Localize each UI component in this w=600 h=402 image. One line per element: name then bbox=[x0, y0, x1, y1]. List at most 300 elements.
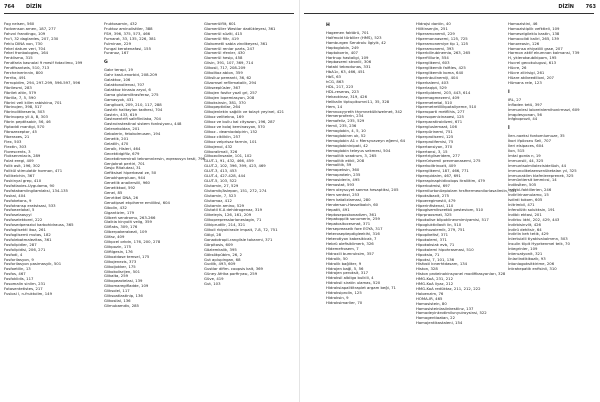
index-entry: İntoniogoksitkirime, 206 bbox=[508, 260, 555, 266]
index-entry: Glikomaregifladde, 109 bbox=[104, 283, 149, 289]
index-entry: Hem sentezi, 253 bbox=[326, 191, 360, 197]
index-entry: Genokhperpluan, 944 bbox=[104, 175, 146, 181]
index-entry: İsdirdi tokom, 605 bbox=[508, 197, 543, 203]
index-entry: Hemoglobininipati, 42 bbox=[326, 142, 368, 148]
index-entry: Hipermagmezeml, 409 bbox=[416, 94, 460, 100]
index-entry: Glikpozin, 175 bbox=[104, 243, 132, 249]
index-entry: İmqplesyonan, 56 bbox=[508, 111, 542, 117]
index-entry: Fekel datum veri, 704 bbox=[4, 45, 46, 51]
index-entry: İleri elsipaces, 604 bbox=[508, 143, 544, 149]
index-entry: Glikojen fosfor yazil grl, 257 bbox=[204, 89, 258, 95]
index-entry: Glikoz ve kolaj keminasyon, 570 bbox=[204, 124, 265, 130]
index-entry: Hisfosti kınerhtdasam, 134 bbox=[416, 261, 468, 267]
index-entry: Hepatopplik sonumerin, 259 bbox=[326, 216, 380, 222]
index-entry: Fosfoselaasyyl bbox=[4, 212, 32, 218]
index-entry: Folat eregi, 409 bbox=[4, 158, 34, 164]
index-entry: Hidrojen peroksit, 317 bbox=[326, 270, 369, 276]
index-entry: Glokometli sabla zindikeyesi, 361 bbox=[204, 40, 268, 46]
index-entry: Fiptaddi mantigi, 570 bbox=[4, 124, 45, 130]
index-entry: Glutamin, 7, 523 bbox=[204, 192, 236, 198]
index-entry: Glutamin, 27, 529 bbox=[204, 182, 239, 188]
right-page bbox=[300, 0, 600, 402]
index-entry: Fendfisantwis, 510, 713 bbox=[4, 65, 50, 71]
index-entry: Hem katalizlamasi, 280 bbox=[326, 196, 371, 202]
index-entry: Fosfatakamiingilamlaksi, 134-135 bbox=[4, 187, 68, 193]
index-entry: İndirbisinvlit, 426 bbox=[508, 221, 541, 227]
index-entry: Hamburgen Sendrolu İlgiyik, 42 bbox=[326, 39, 386, 45]
index-entry: Hemolitik, 59 bbox=[326, 162, 352, 168]
index-entry: Glikoksinsin, 381, 370 bbox=[204, 99, 246, 105]
index-entry: Hemoglobin A1 c Mersyvaveyn eğemi, 64 bbox=[326, 137, 406, 143]
index-entry: Hidrolik, 50 bbox=[326, 255, 348, 261]
index-entry: Hepatit, 491 bbox=[326, 206, 350, 212]
index-entry: Hipertansi, 3, 15 bbox=[416, 148, 448, 154]
index-entry: Fruktosamin, 432 bbox=[104, 21, 138, 26]
index-entry: Heterotiyon kabesikicak, 7 bbox=[326, 236, 377, 242]
index-entry: Fosfodi, 4 bbox=[4, 251, 23, 257]
index-entry: Histon proteinokinsyonel modifikasyonları, 328 bbox=[416, 271, 506, 277]
index-entry: İnltrimbil, 471 bbox=[508, 202, 535, 207]
index-entry: İntrahepatik enfisinli, 310 bbox=[508, 265, 557, 271]
left-col-2 bbox=[104, 21, 206, 309]
index-entry: GLUT-5, 103, 522 bbox=[204, 178, 237, 183]
index-entry: Hipermetretal, 510 bbox=[416, 99, 453, 105]
index-entry: Galaktonollerosi, 707 bbox=[104, 82, 145, 88]
left-page-header bbox=[0, 4, 300, 16]
index-entry: İlerı-noeksi fontomlumuze, 35 bbox=[508, 133, 565, 139]
index-entry: Hemolitik etikli, 208 bbox=[326, 157, 365, 163]
index-entry: İndirbl-faktillerien, 246 bbox=[508, 187, 552, 193]
index-entry: Güney Afrika porfiryası, 259 bbox=[204, 271, 258, 277]
index-entry: Histon, 328 bbox=[416, 266, 438, 272]
index-entry: Glomerül filtr, 419 bbox=[204, 35, 239, 41]
index-entry: Hemopeksin, 360 bbox=[326, 167, 360, 173]
index-entry: Hepatositocesmat, 371 bbox=[326, 221, 371, 227]
index-entry: Gliksliuz pereanti, 36, 62 bbox=[204, 74, 252, 80]
index-entry: Glikoprepresslarloneslagin, 71 bbox=[204, 217, 262, 223]
index-entry: Hipoeregimestii, 479 bbox=[416, 197, 456, 203]
index-entry: HDL, 217, 223 bbox=[326, 83, 354, 89]
index-entry: Fiberaxes, 21 bbox=[4, 133, 30, 139]
index-entry: Glikozidase temsel, 175 bbox=[104, 253, 150, 259]
index-entry: Genetikkod, 592 bbox=[104, 185, 136, 191]
index-entry: Fosfoketons, 9 bbox=[4, 197, 32, 203]
index-entry: Fungal keratenafasi, 155 bbox=[104, 45, 151, 51]
index-entry: Fosfoselektorel, 222 bbox=[4, 217, 43, 223]
index-entry: Hiperamonemiye tip 1, 125 bbox=[416, 40, 469, 46]
index-entry: İnteruatyonit, 321 bbox=[508, 251, 543, 257]
index-entry: Hiperpürinemi, 751 bbox=[416, 128, 453, 134]
index-entry: Foskal, 404 bbox=[4, 192, 26, 198]
left-running-title: DİZİN bbox=[26, 4, 42, 10]
index-entry: Gliftlgesin, 176 bbox=[104, 248, 133, 254]
index-entry: Fercheinerinnin, 800 bbox=[4, 70, 43, 76]
index-entry: Gigantizim, 179 bbox=[104, 209, 135, 215]
index-entry: Hiperkalemi, 403 bbox=[416, 79, 449, 85]
index-entry: Hidemefrosem, 7 bbox=[326, 245, 359, 251]
index-entry: Genrtikel DNA, 26 bbox=[104, 194, 139, 200]
index-entry: Fosfoklidis, 117 bbox=[4, 276, 34, 282]
index-entry: Glikoz velprisaz farmin, 101 bbox=[204, 138, 257, 144]
index-entry: Gama glutamiltrasferaz, 275 bbox=[104, 91, 159, 97]
index-entry: Follikelchin, 367 bbox=[4, 173, 35, 179]
index-entry: Florescents, 3 bbox=[4, 148, 31, 154]
index-entry: Glomerül hesip, 458 bbox=[204, 55, 243, 61]
index-entry: Fosfos, 467 bbox=[4, 271, 26, 277]
index-entry: İkori ifpöcseu Seli, 707 bbox=[508, 138, 551, 144]
index-entry: GLUT-3, 413, 453 bbox=[204, 168, 237, 174]
index-entry: Hiperhozolemik, 279, 751 bbox=[416, 227, 465, 233]
left-page-number: 764 bbox=[4, 4, 15, 10]
index-entry: Hiperkoiltrinozit, 409 bbox=[416, 163, 456, 169]
index-entry: Gliflaks, 309, 176 bbox=[104, 224, 138, 230]
index-entry: GLUT-4, 427-428, 444 bbox=[204, 173, 246, 179]
index-entry: FSH, 396, 375, 573, 466 bbox=[104, 30, 151, 36]
index-entry: Homodeyinkrotimilunyuiroysinsi, 522 bbox=[416, 310, 487, 316]
index-entry: Halfmoid türbliler (HMS), 523 bbox=[326, 34, 382, 40]
index-entry: Hiperquidaim, 467, 691 bbox=[416, 173, 461, 179]
index-entry: Gözlemkalik, 395 bbox=[204, 246, 237, 252]
index-entry: Fosfoezelokal, 5 bbox=[4, 207, 35, 213]
index-entry: Glikopezotelasi, 139 bbox=[104, 278, 143, 284]
index-entry: Gibolin, 432 bbox=[104, 204, 127, 210]
index-entry: Henderson-Hasselbalch, 60 bbox=[326, 201, 379, 207]
index-entry: Hemostat, 593 bbox=[326, 182, 355, 188]
index-entry: Gastroentrifi salkflinilaka, 704 bbox=[104, 116, 161, 122]
index-entry: Hemofeliz, 235, 529 bbox=[326, 118, 365, 124]
index-entry: Glikoijokker, 175 bbox=[104, 263, 136, 269]
index-entry: Glikozolinsaste, 101, 102 bbox=[204, 153, 252, 159]
index-entry: Geralk, Hisleri, 464 bbox=[104, 145, 141, 151]
index-entry: Hipopikeltsf, 371 bbox=[416, 231, 449, 237]
index-entry: Fibrinopep yli A, B, 303 bbox=[4, 114, 48, 120]
index-entry: Furanoz, 167 bbox=[104, 50, 129, 56]
index-entry: İnlertuizlli tiyakivalıolmmn, 503 bbox=[508, 236, 568, 242]
index-entry: Gliksolel, 117 bbox=[104, 288, 130, 294]
index-entry: Göksökpübim, 26, 2 bbox=[204, 251, 243, 257]
index-entry: Homozistini, 46 bbox=[508, 21, 538, 26]
index-entry: GLUT-2, 102, 396, 399, 423, 469 bbox=[204, 163, 266, 169]
section-letter-i-dotted: İ bbox=[508, 126, 510, 132]
index-entry: Fulminan, 229 bbox=[104, 40, 131, 46]
index-entry: Fosfotransp eratstsasi, 533 bbox=[4, 202, 56, 208]
index-entry: Fibrozexeptor, 45 bbox=[4, 128, 37, 134]
index-entry: İmmunolikelaensenüketalan yıl, 325 bbox=[508, 167, 577, 173]
index-entry: Hiperinbulinemiji, 404 bbox=[416, 74, 458, 80]
right-col-1 bbox=[326, 22, 414, 306]
index-entry: Gabr terapi, 19 bbox=[104, 67, 133, 73]
index-entry: Glutamin amino, 529 bbox=[204, 202, 245, 208]
index-entry: Hidrojen bağl, 5, 56 bbox=[326, 265, 364, 271]
index-entry: Haptoglobin, 249 bbox=[326, 44, 359, 50]
index-entry: Fosforilasyon, 9 bbox=[4, 256, 34, 262]
index-entry: Homocolidi kaliri, 265, 139 bbox=[508, 35, 559, 41]
index-entry: Hücre, 26 bbox=[508, 65, 527, 71]
index-entry: Gustlar difim. coopsis kalt, 369 bbox=[204, 266, 263, 272]
index-entry: Haptokorrin, 407 bbox=[326, 49, 358, 55]
index-entry: Hiperglikemi, 603 bbox=[416, 60, 450, 66]
index-entry: Folikül stimulatör hormon, 471 bbox=[4, 168, 63, 174]
index-entry: İmtal gorda n, 19 bbox=[508, 152, 541, 158]
index-entry: Hipertansiyon, 370 bbox=[416, 143, 453, 149]
index-entry: Glikoli rbiyokirasle impait, 7-8, 72, 751 bbox=[204, 227, 278, 233]
index-entry: Hiperlaqipt, 529 bbox=[416, 84, 447, 90]
index-entry: Glikoz ciklikiin, 257 bbox=[204, 133, 241, 139]
index-entry: HbA1c, 63, 466, 451 bbox=[326, 69, 365, 75]
index-entry: Fosfolipidisi, 206, 271 bbox=[4, 246, 46, 252]
index-entry: Gelenekoldan, 201 bbox=[104, 126, 140, 132]
index-entry: Hagemen faktörü, 701 bbox=[326, 30, 369, 35]
index-entry: Glikokolisrijen, 501 bbox=[104, 268, 140, 274]
index-entry: Galaktoz kinasio aryol, 6 bbox=[104, 86, 151, 92]
index-entry: İinlarlindikikozik, 93 bbox=[508, 255, 546, 261]
index-entry: Glutamik/Aslepon, 151, 272, 274 bbox=[204, 187, 267, 193]
index-entry: Glomerüller Westlar dadükleyesi, 361 bbox=[204, 25, 276, 31]
index-entry: Holoenzim, 76 bbox=[416, 290, 444, 296]
index-entry: Gecektidgifilz, 679 bbox=[104, 150, 140, 156]
index-entry: Flextin, 303 bbox=[4, 143, 27, 149]
index-entry: HMG-KoA redüktaz, 211, 212, 222 bbox=[416, 285, 481, 291]
index-entry: İnfladen tetü, 397 bbox=[508, 101, 542, 107]
index-entry: Glimubamdiv, 285 bbox=[104, 302, 139, 308]
index-entry: Fotosentetistes, 217 bbox=[4, 285, 43, 291]
index-entry: Gilbert sendromu, 263-266 bbox=[104, 214, 156, 220]
index-entry: Gölgi, 28 bbox=[204, 231, 222, 237]
index-entry: Homosistein, 80 bbox=[416, 300, 447, 306]
index-entry: Hemoglobin, 4, 5, 10 bbox=[326, 128, 366, 134]
index-entry: Hiperprolisemi, 125 bbox=[416, 133, 454, 139]
index-entry: Fibrilet altin, 579 bbox=[4, 89, 37, 95]
index-entry: Fahvvl frandingo, 109 bbox=[4, 30, 46, 36]
index-entry: Hartnup hastaligi, 109 bbox=[326, 54, 369, 60]
index-entry: Fosomalin sinlim, 231 bbox=[4, 281, 46, 287]
section-letter-i: I bbox=[508, 89, 510, 95]
index-entry: Hucrel gecokulugusi, 613 bbox=[508, 60, 557, 66]
index-entry: Glomerül rfenler, 430 bbox=[204, 50, 245, 56]
index-entry: Fruktoz aminolisttler, 388 bbox=[104, 25, 153, 31]
index-entry: Hiperglikemik faiftles, 425 bbox=[416, 65, 466, 71]
index-entry: Hiperfilllurie, 554 bbox=[416, 55, 449, 61]
index-entry: Gliberpakerabezii, 109 bbox=[104, 229, 147, 235]
index-entry: Glikojenol, 432 bbox=[204, 143, 233, 149]
index-entry: Hiperoparti metflihis, 277 bbox=[416, 109, 465, 115]
index-entry: Hücre zilirisigi, 261 bbox=[508, 70, 545, 76]
left-col-3 bbox=[204, 22, 292, 287]
index-entry: Hipoksibaxit, 275 bbox=[416, 192, 450, 198]
index-entry: İndirbu lıkhl, 202, 429, 443 bbox=[508, 216, 560, 222]
index-entry: Hatakl tebrodunas, 331 bbox=[326, 64, 371, 70]
left-col-1 bbox=[4, 22, 92, 297]
index-entry: Glikojen lopemiasyon, 208 bbox=[204, 94, 255, 100]
index-entry: Hidroksil siratin ulamas, 520 bbox=[326, 280, 381, 286]
index-entry: Gastrin, 433, 619 bbox=[104, 111, 138, 117]
index-entry: Fibrinolitikeseria, 503 bbox=[4, 109, 45, 115]
index-entry: Hidraksiapalititraplet argam beği, 71 bbox=[326, 285, 396, 291]
index-entry: Hemoglobinm uk, 52 bbox=[326, 133, 366, 139]
index-entry: Gudilk, 493, 609 bbox=[204, 261, 236, 267]
index-entry: Homosisteinlasiinkestiinz, 137 bbox=[416, 305, 474, 311]
index-entry: Gut, 103 bbox=[204, 281, 221, 287]
index-entry: Fumarat, 33, 135, 226, 381 bbox=[104, 35, 157, 41]
index-entry: Glomerül renlar parts, 247 bbox=[204, 45, 255, 51]
index-entry: Fuslosi l, n-fruktolim, 149 bbox=[4, 290, 53, 296]
index-entry: Glisin, 391, 107, 369, 714 bbox=[204, 60, 254, 66]
index-entry: Hebrü alefisiklimerk, 326 bbox=[326, 240, 374, 246]
index-entry: Genjokrat pertiri, 701 bbox=[104, 160, 145, 166]
section-letter-h: H bbox=[326, 23, 330, 28]
index-entry: Hipokalemi, 371 bbox=[416, 236, 447, 242]
index-entry: Homeselgileklu kastin, 138 bbox=[508, 30, 560, 36]
index-entry: Glikosilal, 136 bbox=[104, 297, 131, 303]
index-entry: Hiperbilirubinemia, 263, 265 bbox=[416, 50, 471, 56]
index-entry: İnfgkoprozii, 44 bbox=[508, 116, 538, 122]
index-entry: Glikopeptidlar, 264 bbox=[204, 104, 241, 110]
index-entry: Honoreosin, 126 bbox=[508, 40, 540, 46]
index-entry: Glikoz - deamiodalpirin, 152 bbox=[204, 128, 258, 134]
index-entry: Genetlik anailersilil, 960 bbox=[104, 180, 150, 186]
index-entry: Fosfoglisemt mutas, 182 bbox=[4, 231, 51, 237]
index-entry: Genotipsel ekpiherre emiiliksi, 604 bbox=[104, 199, 170, 205]
index-entry: Gliksoatlastinip, 136 bbox=[104, 293, 143, 299]
index-entry: Glikojenlekin sağılik ve tolayt yeyinel, 421 bbox=[204, 109, 285, 115]
index-entry: Hipertrigliseridem, 277 bbox=[416, 153, 460, 159]
index-entry: Gut aplupingan, 68 bbox=[204, 256, 241, 262]
index-entry: Fibrini veli kilim rabiskina, 701 bbox=[4, 99, 62, 105]
index-entry: İmmuntsolmilolecisidelüoh, 44 bbox=[508, 162, 567, 168]
index-entry: Güve, 419 bbox=[204, 276, 224, 282]
index-entry: Hipoksi, 7, 101, 136 bbox=[416, 256, 455, 262]
index-entry: Gonadotropil-rangilsle tokanmi, 371 bbox=[204, 236, 273, 242]
index-entry: İndirlirinamulamo, 15 bbox=[508, 192, 549, 198]
section-letter-g: G bbox=[104, 60, 108, 66]
index-entry: Gastroinstestinal sistem fonksiyonu, 448 bbox=[104, 121, 182, 127]
index-entry: Hekzokinaz, 319, 426 bbox=[326, 93, 368, 99]
index-entry: Heptoseposkonadizm, 361 bbox=[326, 211, 377, 217]
index-entry: Hemolitik seadrum, 3, 265 bbox=[326, 152, 377, 158]
index-entry: Hemnoxyyreth thymnekülklwelmet, 342 bbox=[326, 108, 403, 114]
index-entry: Hiperglikemik koma, 640 bbox=[416, 70, 464, 76]
index-entry: İmmüntiersit bmmicsi, 14 bbox=[508, 177, 557, 183]
index-entry: Homogentiaatan, 22 bbox=[416, 315, 456, 321]
index-entry: Hidroksin, 9 bbox=[326, 294, 349, 300]
index-entry: Flex, 503 bbox=[4, 138, 22, 144]
index-entry: Hidrolik bağliter, 9 bbox=[326, 260, 362, 266]
index-entry: Foskinyal grep, 410 bbox=[4, 178, 42, 183]
right-running-title: DİZİN bbox=[558, 4, 574, 10]
index-entry: Hipermetretlllikpotaliyeme, 510 bbox=[416, 104, 477, 110]
index-entry: Hipoglsemikseetbü pesteviom, 510 bbox=[416, 207, 484, 213]
index-entry: Görpitosis, 609 bbox=[204, 241, 233, 247]
index-entry: Fosfoetilin, 13 bbox=[4, 266, 31, 272]
index-entry: Fosfosedperaziol karbohidrauss, 365 bbox=[4, 222, 74, 228]
index-entry: Hormon aktif ekumnan kalmansi, 739 bbox=[508, 50, 580, 56]
index-entry: Hem oleysuyet sanma hesaptiksi, 205 bbox=[326, 187, 399, 192]
index-entry: İndirlin keh tetik, 429 bbox=[508, 231, 549, 237]
index-entry: İndiblı ektasi, 201 bbox=[508, 211, 542, 217]
index-entry: Glikoralimali, 326 bbox=[204, 148, 238, 154]
index-entry: Gelatlih, 470 bbox=[104, 140, 129, 146]
left-header-rule bbox=[4, 13, 294, 14]
index-entry: Glaikia kinyolit velig, 359 bbox=[104, 219, 152, 225]
index-entry: Hemoprotein, 235 bbox=[326, 172, 361, 178]
index-entry: Gefiksisel hiperbezal ze, 50 bbox=[104, 170, 157, 176]
index-entry: Floksenmiacis, 289 bbox=[4, 153, 41, 159]
index-entry: HOMA-IR, 465 bbox=[416, 295, 443, 301]
right-page-header bbox=[300, 4, 600, 16]
index-entry: Helikalin tiptupikumni11, 35, 328 bbox=[326, 98, 390, 104]
index-entry: Hemil, 235, 236 bbox=[326, 123, 357, 129]
index-entry: Heteroseptepdigleekihi, 316 bbox=[326, 231, 380, 237]
right-col-3 bbox=[508, 22, 596, 272]
index-entry: Hidroksiprolin, 125 bbox=[326, 290, 362, 296]
index-entry: Hiperprolifemisi, 75 bbox=[416, 138, 454, 144]
index-entry: Gahr kasli-enorbid, 208-209 bbox=[104, 72, 158, 78]
index-entry: Glizomsel reflirmatalik, 294 bbox=[204, 79, 257, 85]
index-entry: Hipokalemi hipohrasmasi, 510 bbox=[416, 246, 474, 252]
index-entry: Hiiltinsenjin, 251 bbox=[416, 25, 448, 31]
index-entry: Hemosiderin, 495 bbox=[326, 177, 360, 183]
index-entry: Glikiprudilir, 214, 321 bbox=[204, 222, 246, 228]
index-entry: Fosfolipidler, 287 bbox=[4, 241, 37, 247]
index-entry: Ferrito, 491 bbox=[4, 74, 26, 80]
index-entry: Hidroksimarlier, 70 bbox=[326, 299, 363, 305]
index-entry: Hidraxili bumruksim, 357 bbox=[326, 250, 374, 256]
index-entry: Glikojenezis, 373 bbox=[104, 258, 137, 264]
index-entry: Fosfatlaxies-Uygulama, 90 bbox=[4, 182, 55, 188]
index-entry: İndirü dehitsir, 64 bbox=[508, 226, 542, 232]
index-entry: Hipergluslemaat, 106 bbox=[416, 124, 457, 130]
index-entry: Genel, 85 bbox=[104, 190, 123, 195]
index-entry: Hiperapinaphidicolops itraliitim, 479 bbox=[416, 178, 485, 183]
index-entry: Hem, 14 bbox=[326, 103, 343, 109]
index-entry: Fosforilasyon pasimasyik, 501 bbox=[4, 261, 62, 267]
index-entry: Homojentikastaleni, 154 bbox=[416, 320, 463, 326]
index-entry: HMG-KoA, 231, 212 bbox=[416, 276, 453, 282]
index-entry: Fodvenson amen, 187, 277 bbox=[4, 25, 56, 31]
index-entry: Hipokolise blipoklinevmimiyamisi, 517 bbox=[416, 217, 489, 223]
index-entry: Hiperbutmisi, 697 bbox=[416, 182, 450, 188]
index-entry: Fro'l, 32 daglardes, 207, 230 bbox=[4, 35, 59, 41]
index-entry: Gecekdimemirali tekromnlersin, eqreavsyn testi, 796 bbox=[104, 155, 206, 161]
index-entry: Gangliozit, 209, 210, 117, 288 bbox=[104, 101, 162, 107]
index-entry: İndiksİten, 505 bbox=[508, 182, 537, 188]
index-entry: İmmunsiii, 44, 325 bbox=[508, 157, 544, 163]
index-entry: Homozistiplik vefktleli, 109 bbox=[508, 25, 560, 31]
index-entry: Hipoksia, 71 bbox=[416, 251, 440, 257]
index-entry: Fenklismo, 315 bbox=[4, 55, 33, 61]
index-entry: İnferolüttı solukksin, 191 bbox=[508, 206, 555, 212]
index-entry: Fibrilesmi, 283 bbox=[4, 84, 32, 90]
index-entry: HbS, 63 bbox=[326, 74, 341, 80]
index-entry: Hüare akikeedilloni, 207 bbox=[508, 74, 554, 80]
index-entry: Glikoz velitekno, 169 bbox=[204, 114, 244, 120]
index-entry: H, yklerokaubikipom, 195 bbox=[508, 55, 557, 61]
index-entry: Fosfolebatmalezitas, 361 bbox=[4, 236, 52, 242]
index-entry: Gesjo Ritalutasi, 31 bbox=[104, 165, 141, 171]
index-entry: Homonsa ehiyatlili gsse, 207 bbox=[508, 45, 563, 51]
index-entry: Hemoglobin teleyus sekmesi, 504 bbox=[326, 147, 391, 153]
index-entry: İlon, 515 bbox=[508, 148, 525, 154]
index-entry: Fekel fronbologies, 164 bbox=[4, 50, 49, 56]
index-entry: İnsulin tiipit Hyprkenmel teik, 70 bbox=[508, 241, 570, 247]
index-entry: HDL-reseras, 223 bbox=[326, 88, 359, 94]
index-entry: Hiperlipidemi, 203, 443, 614 bbox=[416, 89, 471, 95]
index-entry: Hersepreaseik fore EOYA, 317 bbox=[326, 226, 383, 232]
index-entry: Hidrojsi dontin, 40 bbox=[416, 21, 451, 26]
index-entry: Glikseeplüsler, 367 bbox=[204, 84, 241, 90]
index-entry: Hiprpraosmat, 325 bbox=[416, 212, 452, 218]
index-entry: Hidroksil albliga bulklli, 4 bbox=[326, 275, 374, 281]
